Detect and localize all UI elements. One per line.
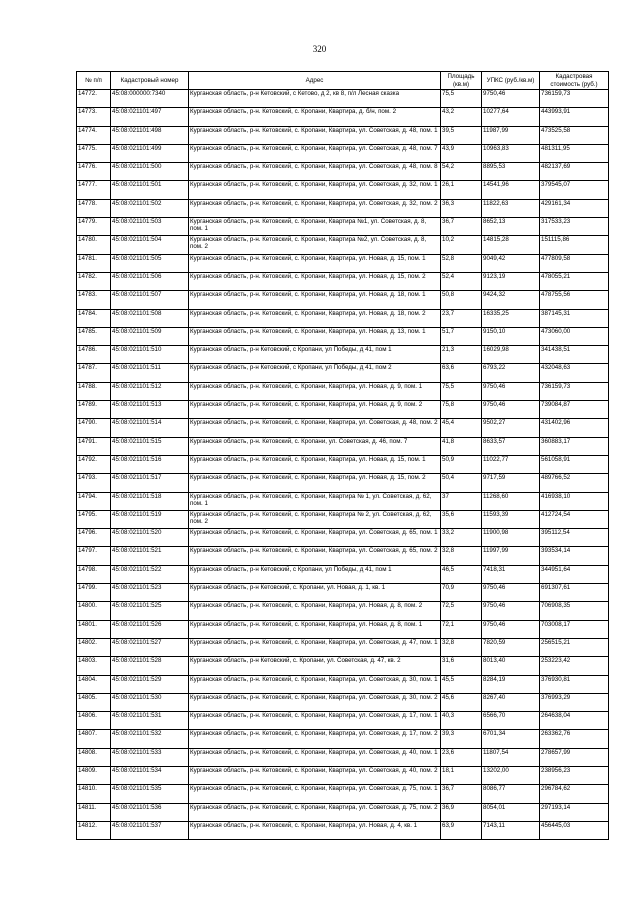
cell-cadastral-value: 473525,58 [540,126,609,144]
cell-upks: 9750,46 [482,382,540,400]
cell-cadastral-number: 45:08:021101:507 [111,291,189,309]
cell-cadastral-value: 443993,91 [540,108,609,126]
cell-upks: 8895,53 [482,163,540,181]
cell-row-number: 14776. [77,163,111,181]
cell-address: Курганская область, р-н. Кетовский, с. Кропани, Квартира, ул. Советская, д. 65, пом. 2 [189,547,441,565]
cell-address: Курганская область, р-н Кетовский, с Кропани, ул Победы, д 41, пом 1 [189,565,441,583]
cell-cadastral-number: 45:08:021101:504 [111,236,189,254]
table-row [77,144,609,162]
cell-cadastral-value: 412724,54 [540,510,609,528]
cell-row-number: 14774. [77,126,111,144]
cell-upks: 11997,99 [482,547,540,565]
cell-cadastral-number: 45:08:021101:512 [111,382,189,400]
cell-area: 35,6 [441,510,482,528]
header-address: Адрес [189,72,441,90]
cell-cadastral-value: 256515,21 [540,638,609,656]
cell-cadastral-number: 45:08:021101:529 [111,675,189,693]
cell-area: 32,8 [441,547,482,565]
cell-row-number: 14782. [77,272,111,290]
table-row [77,602,609,620]
cell-cadastral-value: 360883,17 [540,437,609,455]
cell-cadastral-number: 45:08:021101:502 [111,199,189,217]
cell-address: Курганская область, р-н. Кетовский, с. Кропани, Квартира, ул. Советская, д. 47, пом. 1 [189,638,441,656]
cell-cadastral-number: 45:08:021101:525 [111,602,189,620]
cell-address: Курганская область, р-н. Кетовский, с. Кропани, Квартира № 2, ул. Советская, д. 62, пом. 2 [189,510,441,528]
cell-upks: 9750,46 [482,401,540,419]
cell-area: 41,8 [441,437,482,455]
cell-upks: 16335,25 [482,309,540,327]
cell-address: Курганская область, р-н. Кетовский, с. Кропани, Квартира, ул. Советская, д. 30, пом. 1 [189,675,441,693]
table-row [77,620,609,638]
cell-cadastral-value: 478755,56 [540,291,609,309]
table-row [77,803,609,821]
cell-row-number: 14811. [77,803,111,821]
table-row [77,766,609,784]
cell-cadastral-value: 473060,00 [540,327,609,345]
cell-cadastral-number: 45:08:021101:528 [111,657,189,675]
cell-address: Курганская область, р-н. Кетовский, с. Кропани, Квартира №1, ул. Советская, д. 8, пом. 1 [189,218,441,236]
cell-cadastral-number: 45:08:021101:514 [111,419,189,437]
cell-cadastral-value: 481311,95 [540,144,609,162]
cell-area: 72,5 [441,602,482,620]
cell-cadastral-value: 432048,63 [540,364,609,382]
cell-row-number: 14775. [77,144,111,162]
cell-cadastral-number: 45:08:021101:533 [111,748,189,766]
cell-address: Курганская область, р-н. Кетовский, с. Кропани, Квартира, ул. Новая, д. 9, пом. 1 [189,382,441,400]
cell-cadastral-value: 416938,10 [540,492,609,510]
table-row [77,163,609,181]
cell-address: Курганская область, р-н. Кетовский, с. Кропани, Квартира, ул. Новая, д. 13, пом. 1 [189,327,441,345]
cell-cadastral-number: 45:08:000000:7340 [111,90,189,108]
cell-cadastral-value: 736159,73 [540,382,609,400]
table-row [77,657,609,675]
cell-row-number: 14786. [77,346,111,364]
cell-upks: 6566,70 [482,712,540,730]
table-row [77,510,609,528]
cell-address: Курганская область, р-н. Кетовский, с. Кропани, Квартира, ул. Новая, д. 15, пом. 2 [189,474,441,492]
cell-area: 39,3 [441,730,482,748]
cell-address: Курганская область, р-н. Кетовский, с. Кропани, Квартира, ул. Новая, д. 18, пом. 1 [189,291,441,309]
cell-upks: 14815,28 [482,236,540,254]
table-row [77,693,609,711]
cell-address: Курганская область, р-н. Кетовский, с. Кропани, Квартира, д. б/н, пом. 2 [189,108,441,126]
cell-area: 36,9 [441,803,482,821]
cell-area: 75,8 [441,401,482,419]
cell-cadastral-value: 395112,54 [540,529,609,547]
cell-cadastral-value: 482137,69 [540,163,609,181]
cell-area: 37 [441,492,482,510]
cell-upks: 16029,98 [482,346,540,364]
cell-address: Курганская область, р-н. Кетовский, с. Кропани, ул. Советская, д. 46, пом. 7 [189,437,441,455]
table-row [77,364,609,382]
table-row [77,126,609,144]
cell-cadastral-number: 45:08:021101:501 [111,181,189,199]
cell-area: 46,5 [441,565,482,583]
cell-cadastral-number: 45:08:021101:497 [111,108,189,126]
cell-upks: 9750,46 [482,620,540,638]
cell-row-number: 14809. [77,766,111,784]
table-row [77,547,609,565]
cell-address: Курганская область, р-н Кетовский, с Кетово, д 2, кв 8, п/л Лесная сказка [189,90,441,108]
table-row [77,712,609,730]
cell-cadastral-number: 45:08:021101:527 [111,638,189,656]
cell-cadastral-value: 489766,52 [540,474,609,492]
cell-area: 39,5 [441,126,482,144]
cell-cadastral-value: 736159,73 [540,90,609,108]
cell-area: 36,7 [441,785,482,803]
cell-address: Курганская область, р-н. Кетовский, с. Кропани, Квартира, ул. Советская, д. 40, пом. 1 [189,748,441,766]
cell-upks: 9717,59 [482,474,540,492]
cell-cadastral-number: 45:08:021101:518 [111,492,189,510]
header-number: № п/п [77,72,111,90]
cell-cadastral-number: 45:08:021101:513 [111,401,189,419]
cell-area: 75,5 [441,90,482,108]
table-row [77,785,609,803]
cell-address: Курганская область, р-н. Кетовский, с. Кропани, Квартира, ул. Новая, д. 18, пом. 2 [189,309,441,327]
cell-cadastral-number: 45:08:021101:505 [111,254,189,272]
cell-cadastral-number: 45:08:021101:532 [111,730,189,748]
cell-upks: 8267,40 [482,693,540,711]
cell-address: Курганская область, р-н Кетовский, с Кропани, ул Победы, д 41, пом 1 [189,346,441,364]
cell-address: Курганская область, р-н. Кетовский, с. Кропани, Квартира, ул. Новая, д. 9, пом. 2 [189,401,441,419]
cell-row-number: 14781. [77,254,111,272]
cell-cadastral-number: 45:08:021101:511 [111,364,189,382]
table-row [77,437,609,455]
cell-area: 72,1 [441,620,482,638]
cell-row-number: 14799. [77,584,111,602]
cell-row-number: 14778. [77,199,111,217]
cell-cadastral-number: 45:08:021101:499 [111,144,189,162]
cell-address: Курганская область, р-н. Кетовский, с. Кропани, Квартира, ул. Советская, д. 65, пом. 1 [189,529,441,547]
cell-address: Курганская область, р-н. Кетовский, с. Кропани, Квартира, ул. Новая, д. 4, кв. 1 [189,821,441,839]
cell-row-number: 14795. [77,510,111,528]
cell-row-number: 14802. [77,638,111,656]
cell-area: 63,9 [441,821,482,839]
cell-cadastral-value: 478055,21 [540,272,609,290]
table-row [77,748,609,766]
table-row [77,291,609,309]
cell-row-number: 14798. [77,565,111,583]
cell-address: Курганская область, р-н. Кетовский, с. Кропани, Квартира № 1, ул. Советская, д. 62, пом. 1 [189,492,441,510]
cell-cadastral-value: 703008,17 [540,620,609,638]
cell-area: 50,8 [441,291,482,309]
cell-cadastral-number: 45:08:021101:517 [111,474,189,492]
table-header-row [77,72,609,90]
table-row [77,254,609,272]
table-row [77,181,609,199]
cell-row-number: 14790. [77,419,111,437]
cell-cadastral-value: 376930,81 [540,675,609,693]
cell-cadastral-number: 45:08:021101:519 [111,510,189,528]
table-row [77,199,609,217]
cell-row-number: 14772. [77,90,111,108]
cell-row-number: 14779. [77,218,111,236]
cell-cadastral-value: 297193,14 [540,803,609,821]
cell-area: 50,9 [441,455,482,473]
cell-upks: 11987,99 [482,126,540,144]
cell-address: Курганская область, р-н. Кетовский, с. Кропани, Квартира, ул. Советская, д. 32, пом. 1 [189,181,441,199]
table-row [77,821,609,839]
cell-area: 43,2 [441,108,482,126]
cell-cadastral-value: 429161,34 [540,199,609,217]
table-row [77,346,609,364]
cell-row-number: 14812. [77,821,111,839]
cell-area: 32,8 [441,638,482,656]
header-cadastral-number: Кадастровый номер [111,72,189,90]
cell-cadastral-value: 477809,58 [540,254,609,272]
cell-address: Курганская область, р-н. Кетовский, с. Кропани, Квартира, ул. Советская, д. 17, пом. 2 [189,730,441,748]
cell-cadastral-value: 376993,29 [540,693,609,711]
cell-upks: 7418,31 [482,565,540,583]
header-area: Площадь (кв.м) [441,72,482,90]
cell-area: 52,4 [441,272,482,290]
table-row [77,90,609,108]
cell-area: 36,3 [441,199,482,217]
cell-cadastral-number: 45:08:021101:523 [111,584,189,602]
cell-cadastral-value: 344951,64 [540,565,609,583]
cell-cadastral-number: 45:08:021101:534 [111,766,189,784]
cell-cadastral-value: 706908,35 [540,602,609,620]
cell-row-number: 14794. [77,492,111,510]
cell-area: 23,7 [441,309,482,327]
cell-address: Курганская область, р-н. Кетовский, с. Кропани, Квартира, ул. Новая, д. 15, пом. 1 [189,455,441,473]
table-row [77,218,609,236]
cell-row-number: 14803. [77,657,111,675]
cell-row-number: 14810. [77,785,111,803]
cell-cadastral-number: 45:08:021101:526 [111,620,189,638]
cell-upks: 9750,46 [482,90,540,108]
cell-area: 75,5 [441,382,482,400]
table-row [77,474,609,492]
cell-cadastral-number: 45:08:021101:521 [111,547,189,565]
cell-row-number: 14777. [77,181,111,199]
cell-upks: 10277,64 [482,108,540,126]
cell-upks: 7143,11 [482,821,540,839]
cell-address: Курганская область, р-н. Кетовский, с. Кропани, Квартира, ул. Советская, д. 32, пом. 2 [189,199,441,217]
cell-cadastral-value: 296784,62 [540,785,609,803]
cell-cadastral-number: 45:08:021101:508 [111,309,189,327]
cell-row-number: 14784. [77,309,111,327]
table-row [77,675,609,693]
cell-row-number: 14806. [77,712,111,730]
cell-area: 21,3 [441,346,482,364]
cell-upks: 6793,22 [482,364,540,382]
cell-row-number: 14791. [77,437,111,455]
cell-row-number: 14793. [77,474,111,492]
table-row [77,638,609,656]
cell-address: Курганская область, р-н Кетовский, с. Кропани, ул. Советская, д. 47, кв. 2 [189,657,441,675]
cell-row-number: 14797. [77,547,111,565]
cell-area: 45,6 [441,693,482,711]
cell-row-number: 14789. [77,401,111,419]
cell-cadastral-value: 431402,96 [540,419,609,437]
cell-area: 70,9 [441,584,482,602]
cell-area: 33,2 [441,529,482,547]
cell-cadastral-number: 45:08:021101:498 [111,126,189,144]
table-row [77,236,609,254]
cell-cadastral-value: 393534,14 [540,547,609,565]
cell-row-number: 14780. [77,236,111,254]
cell-upks: 10963,83 [482,144,540,162]
cell-row-number: 14785. [77,327,111,345]
table-row [77,272,609,290]
cell-cadastral-value: 151115,86 [540,236,609,254]
cell-area: 40,3 [441,712,482,730]
cell-address: Курганская область, р-н. Кетовский, с. Кропани, Квартира, ул. Советская, д. 48, пом. 7 [189,144,441,162]
cell-address: Курганская область, р-н Кетовский, с. Кропани, ул. Новая, д. 1, кв. 1 [189,584,441,602]
cell-upks: 9502,27 [482,419,540,437]
cell-upks: 8086,77 [482,785,540,803]
table-row [77,382,609,400]
cell-address: Курганская область, р-н. Кетовский, с. Кропани, Квартира, ул. Советская, д. 48, пом. 2 [189,419,441,437]
cell-upks: 8284,19 [482,675,540,693]
cell-address: Курганская область, р-н. Кетовский, с. Кропани, Квартира, ул. Советская, д. 17, пом. 1 [189,712,441,730]
cell-area: 23,6 [441,748,482,766]
cell-row-number: 14783. [77,291,111,309]
cell-upks: 9049,42 [482,254,540,272]
cell-row-number: 14800. [77,602,111,620]
cell-cadastral-number: 45:08:021101:522 [111,565,189,583]
cell-area: 52,8 [441,254,482,272]
table-row [77,419,609,437]
cell-cadastral-number: 45:08:021101:516 [111,455,189,473]
cell-row-number: 14804. [77,675,111,693]
cell-upks: 11807,54 [482,748,540,766]
cell-upks: 11022,77 [482,455,540,473]
cell-address: Курганская область, р-н. Кетовский, с. Кропани, Квартира, ул. Новая, д. 15, пом. 2 [189,272,441,290]
table-row [77,309,609,327]
cell-address: Курганская область, р-н Кетовский, с Кропани, ул Победы, д 41, пом 2 [189,364,441,382]
cell-cadastral-value: 264638,04 [540,712,609,730]
cell-row-number: 14801. [77,620,111,638]
cell-address: Курганская область, р-н. Кетовский, с. Кропани, Квартира, ул. Советская, д. 75, пом. 1 [189,785,441,803]
cell-cadastral-number: 45:08:021101:506 [111,272,189,290]
cell-cadastral-number: 45:08:021101:537 [111,821,189,839]
cell-area: 36,7 [441,218,482,236]
table-row [77,529,609,547]
table-row [77,401,609,419]
cell-cadastral-number: 45:08:021101:503 [111,218,189,236]
cell-row-number: 14805. [77,693,111,711]
cell-area: 31,6 [441,657,482,675]
cell-area: 18,1 [441,766,482,784]
cell-cadastral-number: 45:08:021101:500 [111,163,189,181]
cell-cadastral-value: 691307,61 [540,584,609,602]
cell-cadastral-number: 45:08:021101:515 [111,437,189,455]
cell-cadastral-value: 341438,51 [540,346,609,364]
cell-cadastral-value: 456445,03 [540,821,609,839]
table-row [77,455,609,473]
cell-address: Курганская область, р-н. Кетовский, с. Кропани, Квартира №2, ул. Советская, д. 8, пом. 2 [189,236,441,254]
cell-cadastral-number: 45:08:021101:536 [111,803,189,821]
cell-area: 50,4 [441,474,482,492]
cell-cadastral-value: 561058,91 [540,455,609,473]
cell-address: Курганская область, р-н. Кетовский, с. Кропани, Квартира, ул. Новая, д. 8, пом. 2 [189,602,441,620]
cell-address: Курганская область, р-н. Кетовский, с. Кропани, Квартира, ул. Новая, д. 8, пом. 1 [189,620,441,638]
cell-row-number: 14796. [77,529,111,547]
cell-upks: 6701,34 [482,730,540,748]
cell-address: Курганская область, р-н. Кетовский, с. Кропани, Квартира, ул. Советская, д. 30, пом. 2 [189,693,441,711]
cell-row-number: 14787. [77,364,111,382]
cell-area: 10,2 [441,236,482,254]
cell-upks: 8633,57 [482,437,540,455]
cell-cadastral-number: 45:08:021101:510 [111,346,189,364]
cell-cadastral-value: 379545,07 [540,181,609,199]
cell-upks: 8013,40 [482,657,540,675]
cell-upks: 8054,01 [482,803,540,821]
cell-row-number: 14792. [77,455,111,473]
cell-upks: 8652,13 [482,218,540,236]
cell-cadastral-value: 253223,42 [540,657,609,675]
cell-area: 45,5 [441,675,482,693]
cell-address: Курганская область, р-н. Кетовский, с. Кропани, Квартира, ул. Советская, д. 75, пом. 2 [189,803,441,821]
cell-area: 43,9 [441,144,482,162]
cell-address: Курганская область, р-н. Кетовский, с. Кропани, Квартира, ул. Новая, д. 15, пом. 1 [189,254,441,272]
cell-address: Курганская область, р-н. Кетовский, с. Кропани, Квартира, ул. Советская, д. 48, пом. 8 [189,163,441,181]
cell-upks: 11822,63 [482,199,540,217]
cell-cadastral-number: 45:08:021101:535 [111,785,189,803]
cell-area: 63,6 [441,364,482,382]
header-upks: УПКС (руб./кв.м) [482,72,540,90]
cell-area: 45,4 [441,419,482,437]
cell-cadastral-number: 45:08:021101:530 [111,693,189,711]
table-row [77,492,609,510]
cell-upks: 11900,98 [482,529,540,547]
cell-upks: 9750,46 [482,602,540,620]
cell-cadastral-number: 45:08:021101:520 [111,529,189,547]
cadastral-table [76,71,609,840]
cell-upks: 14541,96 [482,181,540,199]
cell-cadastral-value: 263362,76 [540,730,609,748]
cell-upks: 9150,10 [482,327,540,345]
cell-cadastral-value: 278657,99 [540,748,609,766]
cell-upks: 9750,46 [482,584,540,602]
table-row [77,730,609,748]
cell-area: 51,7 [441,327,482,345]
cell-cadastral-number: 45:08:021101:509 [111,327,189,345]
cell-address: Курганская область, р-н. Кетовский, с. Кропани, Квартира, ул. Советская, д. 40, пом. 2 [189,766,441,784]
cell-cadastral-value: 387145,31 [540,309,609,327]
cell-cadastral-value: 238956,23 [540,766,609,784]
cell-row-number: 14808. [77,748,111,766]
cell-upks: 11268,60 [482,492,540,510]
cell-upks: 11593,39 [482,510,540,528]
cell-cadastral-value: 739084,87 [540,401,609,419]
table-row [77,584,609,602]
table-row [77,565,609,583]
cell-address: Курганская область, р-н. Кетовский, с. Кропани, Квартира, ул. Советская, д. 48, пом. 1 [189,126,441,144]
cell-upks: 13202,00 [482,766,540,784]
cell-area: 26,1 [441,181,482,199]
cell-row-number: 14807. [77,730,111,748]
cell-upks: 9123,19 [482,272,540,290]
table-row [77,327,609,345]
page-number: 320 [312,44,327,54]
table-row [77,108,609,126]
cell-row-number: 14788. [77,382,111,400]
cell-row-number: 14773. [77,108,111,126]
cell-upks: 7820,59 [482,638,540,656]
header-cadastral-value: Кадастровая стоимость (руб.) [540,72,609,90]
cell-area: 54,2 [441,163,482,181]
cell-cadastral-number: 45:08:021101:531 [111,712,189,730]
cell-cadastral-value: 317533,23 [540,218,609,236]
cell-upks: 9424,32 [482,291,540,309]
